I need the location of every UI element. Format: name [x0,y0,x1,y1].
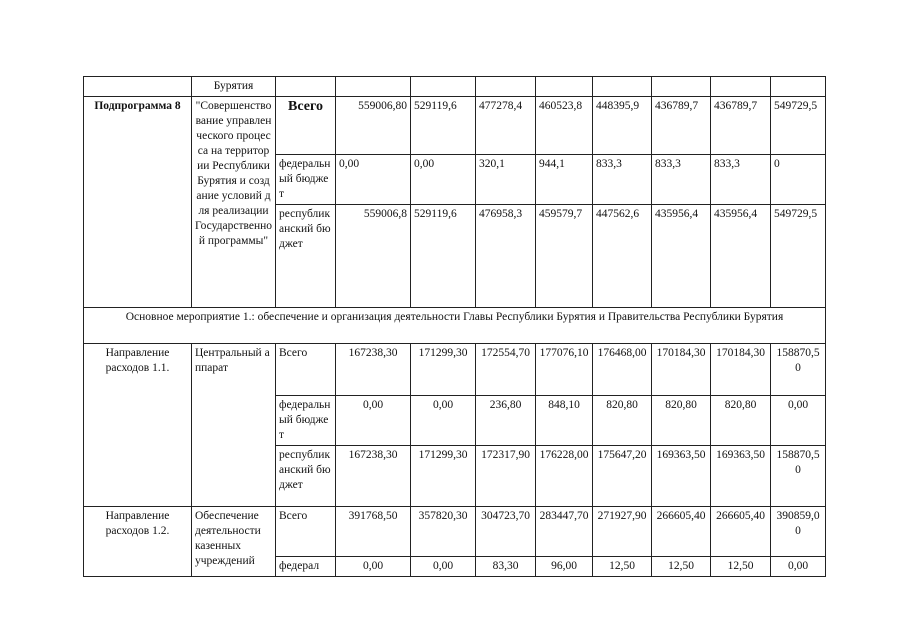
subprogram-name: "Совершенствование управленческого процесса на территории Республики Бурятия и создание условий для реализации Государственной программы" [192,97,276,308]
value-cell: 83,30 [476,557,536,577]
value-cell: 0,00 [771,557,826,577]
value-cell: 944,1 [536,155,593,205]
value-cell: 820,80 [593,396,652,446]
funding-source: федеральный бюджет [276,396,336,446]
value-cell: 0 [771,155,826,205]
direction-label: Направление расходов 1.2. [84,507,192,577]
value-cell: 549729,5 [771,97,826,155]
funding-source: республиканский бюджет [276,205,336,308]
value-cell: 476958,3 [476,205,536,308]
value-cell: 96,00 [536,557,593,577]
main-event-heading: Основное мероприятие 1.: обеспечение и организация деятельности Главы Республики Бурятия и Правительства Республики Бурятия [84,308,826,344]
value-cell: 0,00 [411,396,476,446]
value-cell: 172317,90 [476,446,536,507]
value-cell: 833,3 [711,155,771,205]
value-cell: 271927,90 [593,507,652,557]
value-cell: 820,80 [711,396,771,446]
value-cell: 559006,80 [336,97,411,155]
value-cell: 170184,30 [652,344,711,396]
value-cell: 357820,30 [411,507,476,557]
value-cell: 459579,7 [536,205,593,308]
direction-name: Обеспечение деятельности казенных учреждений [192,507,276,577]
value-cell: 170184,30 [711,344,771,396]
funding-source: федеральный бюджет [276,155,336,205]
table-cell [84,77,192,97]
value-cell: 0,00 [771,396,826,446]
value-cell: 171299,30 [411,344,476,396]
value-cell: 169363,50 [711,446,771,507]
value-cell: 448395,9 [593,97,652,155]
value-cell: 436789,7 [652,97,711,155]
funding-source: Всего [276,344,336,396]
value-cell: 177076,10 [536,344,593,396]
direction-label: Направление расходов 1.1. [84,344,192,507]
subprogram-label: Подпрограмма 8 [84,97,192,308]
value-cell: 176468,00 [593,344,652,396]
value-cell: 167238,30 [336,446,411,507]
region-label-cell: Бурятия [192,77,276,97]
value-cell: 283447,70 [536,507,593,557]
value-cell: 391768,50 [336,507,411,557]
value-cell: 0,00 [411,155,476,205]
budget-table [83,76,826,577]
value-cell: 172554,70 [476,344,536,396]
value-cell: 0,00 [336,557,411,577]
value-cell: 477278,4 [476,97,536,155]
value-cell: 820,80 [652,396,711,446]
value-cell: 436789,7 [711,97,771,155]
table-row [84,97,826,155]
value-cell: 169363,50 [652,446,711,507]
value-cell: 390859,00 [771,507,826,557]
value-cell: 266605,40 [711,507,771,557]
value-cell: 320,1 [476,155,536,205]
value-cell: 158870,50 [771,344,826,396]
value-cell: 171299,30 [411,446,476,507]
funding-source: республиканский бюджет [276,446,336,507]
value-cell: 559006,8 [336,205,411,308]
value-cell: 549729,5 [771,205,826,308]
funding-source: федерал [276,557,336,577]
value-cell: 848,10 [536,396,593,446]
funding-source: Всего [276,97,336,155]
value-cell: 167238,30 [336,344,411,396]
value-cell: 12,50 [652,557,711,577]
value-cell: 529119,6 [411,205,476,308]
table-row [84,77,826,97]
value-cell: 0,00 [336,396,411,446]
value-cell: 0,00 [336,155,411,205]
value-cell: 435956,4 [652,205,711,308]
table-row [84,507,826,557]
value-cell: 175647,20 [593,446,652,507]
value-cell: 460523,8 [536,97,593,155]
value-cell: 12,50 [593,557,652,577]
value-cell: 236,80 [476,396,536,446]
table-row [84,308,826,344]
value-cell: 158870,50 [771,446,826,507]
value-cell: 176228,00 [536,446,593,507]
value-cell: 304723,70 [476,507,536,557]
value-cell: 833,3 [593,155,652,205]
value-cell: 447562,6 [593,205,652,308]
value-cell: 435956,4 [711,205,771,308]
funding-source: Всего [276,507,336,557]
value-cell: 0,00 [411,557,476,577]
direction-name: Центральный аппарат [192,344,276,507]
value-cell: 12,50 [711,557,771,577]
value-cell: 833,3 [652,155,711,205]
value-cell: 529119,6 [411,97,476,155]
table-row [84,344,826,396]
value-cell: 266605,40 [652,507,711,557]
